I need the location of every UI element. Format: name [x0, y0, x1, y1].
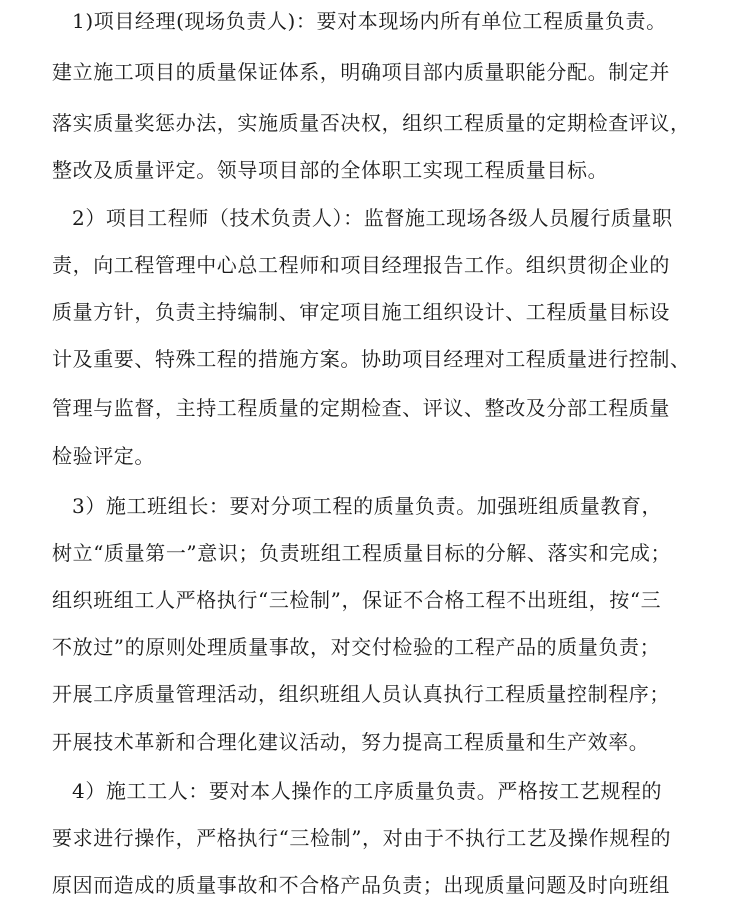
text-line: 原因而造成的质量事故和不合格产品负责；出现质量问题及时向班组	[52, 873, 670, 897]
text-line: 计及重要、特殊工程的措施方案。协助项目经理对工程质量进行控制、	[52, 347, 691, 371]
text-line: 3）施工班组长：要对分项工程的质量负责。加强班组质量教育，	[72, 494, 663, 518]
text-line: 2）项目工程师（技术负责人）：监督施工现场各级人员履行质量职	[72, 206, 673, 230]
text-line: 质量方针，负责主持编制、审定项目施工组织设计、工程质量目标设	[52, 300, 670, 324]
text-line: 组织班组工人严格执行“三检制”，保证不合格工程不出班组，按“三	[52, 588, 662, 612]
text-line: 检验评定。	[52, 444, 155, 468]
text-line: 1)项目经理(现场负责人)：要对本现场内所有单位工程质量负责。	[72, 9, 667, 33]
text-line: 要求进行操作，严格执行“三检制”，对由于不执行工艺及操作规程的	[52, 826, 672, 850]
text-line: 整改及质量评定。领导项目部的全体职工实现工程质量目标。	[52, 158, 609, 182]
text-line: 开展技术革新和合理化建议活动，努力提高工程质量和生产效率。	[52, 730, 650, 754]
text-line: 建立施工项目的质量保证体系，明确项目部内质量职能分配。制定并	[52, 60, 670, 84]
text-line: 落实质量奖惩办法，实施质量否决权，组织工程质量的定期检查评议，	[52, 111, 691, 135]
text-line: 开展工序质量管理活动，组织班组人员认真执行工程质量控制程序；	[52, 682, 670, 706]
text-line: 4）施工工人：要对本人操作的工序质量负责。严格按工艺规程的	[72, 779, 663, 803]
text-line: 责，向工程管理中心总工程师和项目经理报告工作。组织贯彻企业的	[52, 253, 670, 277]
text-line: 不放过”的原则处理质量事故，对交付检验的工程产品的质量负责；	[52, 635, 661, 659]
text-line: 管理与监督，主持工程质量的定期检查、评议、整改及分部工程质量	[52, 396, 670, 420]
text-line: 树立“质量第一”意识；负责班组工程质量目标的分解、落实和完成；	[52, 541, 672, 565]
